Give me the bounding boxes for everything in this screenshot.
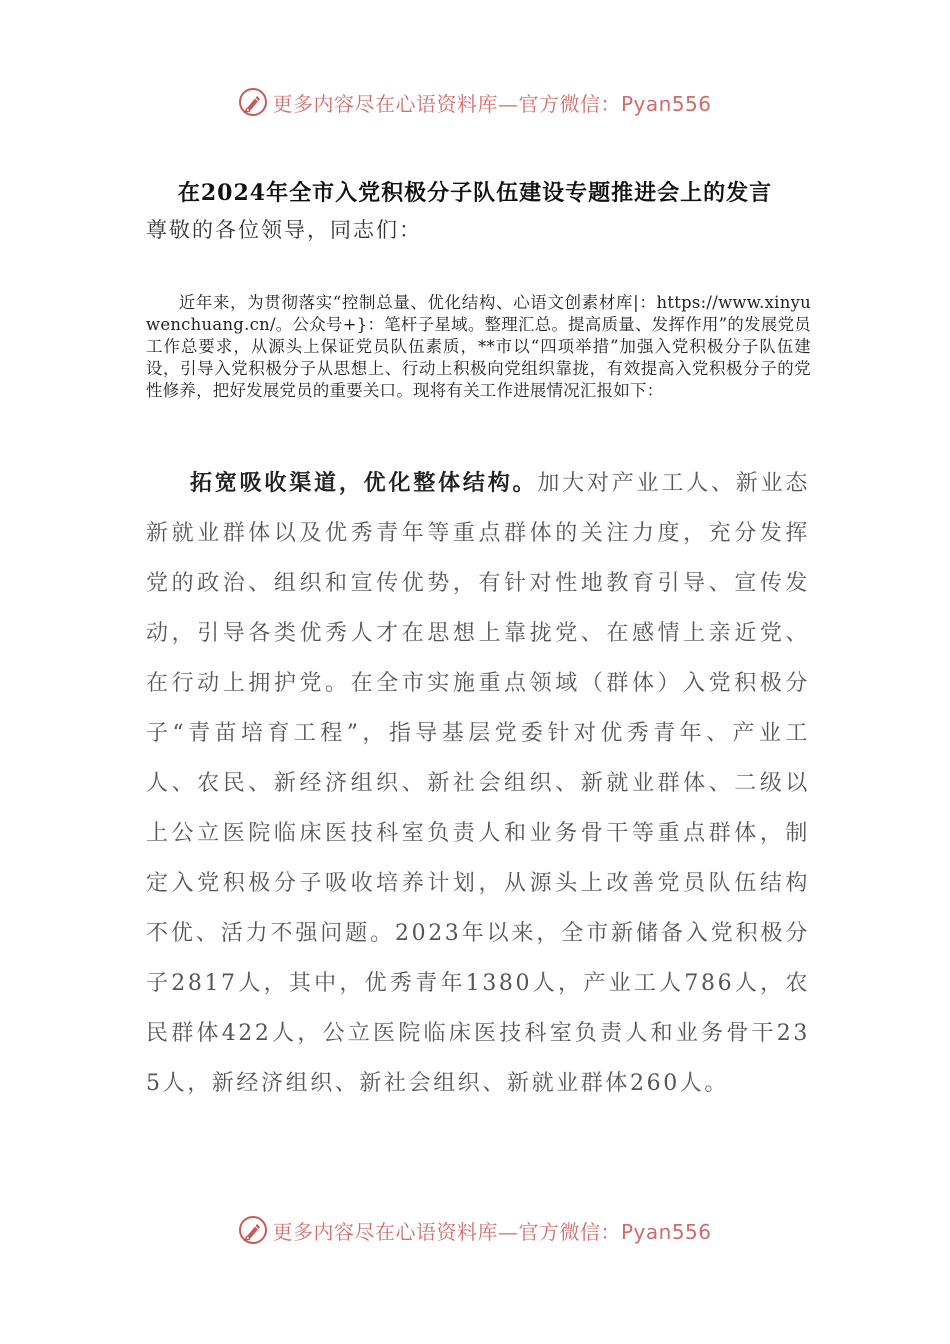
watermark-main: 更多内容尽在心语资料库	[272, 91, 498, 116]
watermark-sep: —	[497, 1219, 519, 1244]
footer-watermark-banner	[0, 1212, 950, 1248]
pen-nib-logo-icon	[238, 87, 268, 117]
watermark-id: Pyan556	[620, 1219, 712, 1244]
section-body-text: 加大对产业工人、新业态新就业群体以及优秀青年等重点群体的关注力度，充分发挥党的政治、组织和宣传优势，有针对性地教育引导、宣传发动，引导各类优秀人才在思想上靠拢党、在感情上亲近党、在行动上拥护党。在全市实施重点领域（群体）入党积极分子“青苗培育工程”，指导基层党委针对优秀青年、产业工人、农民、新经济组织、新社会组织、新就业群体、二级以上公立医院临床医技科室负责人和业务骨干等重点群体，制定入党积极分子吸收培养计划，从源头上改善党员队伍结构不优、活力不强问题。2023年以来，全市新储备入党积极分子2817人，其中，优秀青年1380人，产业工人786人，农民群体422人，公立医院临床医技科室负责人和业务骨干235人，新经济组织、新社会组织、新就业群体260人。	[146, 471, 810, 1096]
section-lead-heading: 拓宽吸收渠道，优化整体结构。	[190, 470, 538, 496]
pen-nib-logo-icon	[238, 1215, 268, 1245]
section-paragraph	[146, 458, 810, 1109]
watermark-contact: 官方微信：	[518, 91, 621, 116]
watermark-main: 更多内容尽在心语资料库	[272, 1219, 498, 1244]
watermark-id: Pyan556	[620, 91, 712, 116]
header-watermark-banner	[0, 84, 950, 120]
watermark-text	[272, 88, 711, 117]
watermark-text	[272, 1216, 711, 1245]
salutation: 尊敬的各位领导，同志们：	[146, 218, 422, 242]
document-title: 在2024年全市入党积极分子队伍建设专题推进会上的发言	[177, 180, 773, 206]
watermark-contact: 官方微信：	[518, 1219, 621, 1244]
intro-paragraph: 近年来，为贯彻落实“控制总量、优化结构、心语文创素材库|：https://www.xinyuwenchuang.cn/。公众号+}：笔杆子星域。整理汇总。提高质量、发挥作用”的发展党员工作总要求，从源头上保证党员队伍素质，**市以“四项举措”加强入党积极分子队伍建设，引导入党积极分子从思想上、行动上积极向党组织靠拢，有效提高入党积极分子的党性修养，把好发展党员的重要关口。现将有关工作进展情况汇报如下：	[146, 293, 811, 400]
watermark-sep: —	[497, 91, 519, 116]
